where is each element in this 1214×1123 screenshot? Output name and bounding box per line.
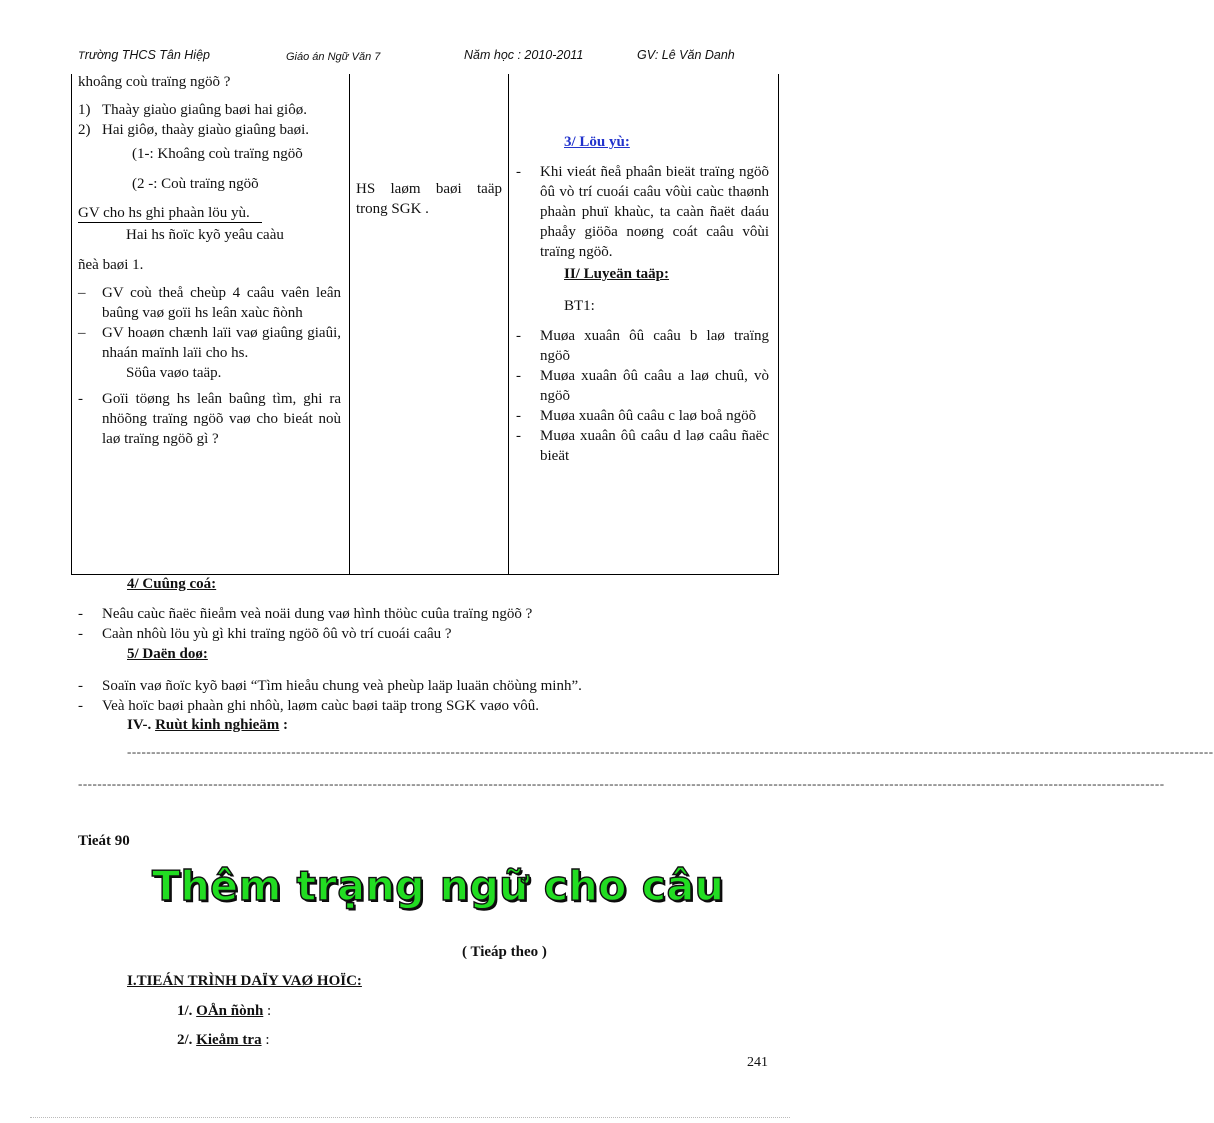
read-line-2: ñeà baøi 1. [78,257,144,273]
marker: - [516,328,521,344]
homework-item [78,676,778,696]
step-check [177,1032,269,1049]
homework-heading: 5/ Daën doø: [127,646,208,662]
marker: – [78,285,86,301]
answer-2 [514,366,769,406]
item-text: Soaïn vaø ñoïc kyõ baøi “Tìm hieåu chung veà pheùp laäp luaän chöùng minh”. [102,678,582,694]
consolidation-heading: 4/ Cuûng coá: [127,576,217,592]
answer-text: Muøa xuaân ôû caâu c laø boå ngöõ [540,408,757,424]
example-text: Hai giôø, thaày giaùo giaûng baøi. [102,122,310,138]
experience-prefix: IV-. [127,717,156,733]
marker: - [78,606,83,622]
note-text [514,162,769,262]
page-number: 241 [747,1055,768,1070]
answer-3 [514,406,769,426]
marker: - [516,368,521,384]
table-divider-1 [349,74,350,574]
lesson-title: Thêm trạng ngữ cho câu [152,862,725,910]
exercise-label: BT1: [564,298,595,314]
dash-line-2: --------------------------------------------------------------------------------------------------------------------------------------------------------------------------------------------------------------------------------- [78,776,1165,791]
content-column [514,132,769,466]
note-body: Khi vieát ñeå phaân bieät traïng ngöõ ôû vò trí cuoái caâu vôùi caùc thaønh phaàn phuï khaùc, ta caàn ñaët daáu phaåy giöõa noøng coát caâu vôùi traïng ngöõ. [540,164,769,260]
experience-suffix: : [279,717,289,733]
experience-heading [127,717,288,734]
note-no-adverbial: (1-: Khoâng coù traïng ngöõ [132,146,303,162]
school-prefix: T [78,50,85,62]
homework-list [78,676,778,716]
note-heading: 3/ Löu yù: [564,134,630,150]
lesson-subtitle: ( Tieáp theo ) [462,944,547,960]
marker: - [516,164,521,180]
answer-text: Muøa xuaân ôû caâu d laø caâu ñaëc bieät [540,428,769,464]
footer-rule [30,1117,790,1118]
answer-text: Muøa xuaân ôû caâu a laø chuû, vò ngöõ [540,368,769,404]
teacher-activity-column [78,72,341,449]
answer-text: Muøa xuaân ôû caâu b laø traïng ngöõ [540,328,769,364]
note-with-adverbial: (2 -: Coù traïng ngöõ [132,176,259,192]
step-text: GV hoaøn chænh laïi vaø giaûng giaûi, nhaán maïnh laïi cho hs. [102,325,341,361]
step-text: GV coù theå cheùp 4 caâu vaên leân baûng vaø goïi hs leân xaùc ñònh [102,285,341,321]
answer-4 [514,426,769,466]
marker: - [516,428,521,444]
homework-item [78,696,778,716]
school-year: Năm học : 2010-2011 [464,48,584,62]
example-1 [78,100,341,120]
answer-1 [514,326,769,366]
school-name [78,48,210,62]
table-divider-2 [508,74,509,574]
item-text: Neâu caùc ñaëc ñieåm veà noäi dung vaø hình thöùc cuûa traïng ngöõ ? [102,606,533,622]
student-task: HS laøm baøi taäp trong SGK . [356,181,502,217]
gv-note: GV cho hs ghi phaàn löu yù. [78,204,262,223]
example-2 [78,120,341,140]
practice-heading: II/ Luyeän taäp: [564,266,670,282]
process-heading: I.TIEÁN TRÌNH DAÏY VAØ HOÏC: [127,973,362,989]
teacher-name: GV: Lê Văn Danh [637,48,735,62]
marker: 1) [78,102,91,118]
step-stabilize [177,1003,271,1020]
school-rest: rường THCS Tân Hiệp [84,48,210,62]
marker: 2) [78,122,91,138]
step-title: OÅn ñònh [196,1003,264,1019]
experience-title: Ruùt kinh nghieäm [155,717,280,733]
gv-step-1 [78,283,341,323]
marker: – [78,325,86,341]
student-activity-column [356,179,502,219]
fix-notebook: Söûa vaøo taäp. [126,365,222,381]
gv-step-2 [78,323,341,363]
marker: - [78,678,83,694]
consolidation-item [78,624,778,644]
lesson-plan-label: Giáo án Ngữ Văn 7 [286,51,381,63]
item-text: Veà hoïc baøi phaàn ghi nhôù, laøm caùc baøi taäp trong SGK vaøo vôû. [102,698,539,714]
consolidation-list [78,604,778,644]
read-line-1: Hai hs ñoïc kyõ yeâu caàu [126,227,284,243]
step-suffix: : [263,1003,272,1019]
step-suffix: : [261,1032,270,1048]
marker: - [78,698,83,714]
col1-top-line: khoâng coù traïng ngöõ ? [78,74,231,90]
consolidation-item [78,604,778,624]
gv-step-3 [78,389,341,449]
step-number: 1/. [177,1003,197,1019]
item-text: Caàn nhôù löu yù gì khi traïng ngöõ ôû vò trí cuoái caâu ? [102,626,452,642]
step-text: Goïi töøng hs leân baûng tìm, ghi ra nhöõng traïng ngöõ vaø cho bieát noù laø traïng ngöõ gì ? [102,391,341,447]
marker: - [78,391,83,407]
lesson-number: Tieát 90 [78,833,130,849]
marker: - [516,408,521,424]
step-title: Kieåm tra [196,1032,262,1048]
dash-line-1: --------------------------------------------------------------------------------------------------------------------------------------------------------------------------------------------------------------------------------- [127,744,1214,759]
step-number: 2/. [177,1032,197,1048]
example-text: Thaày giaùo giaûng baøi hai giôø. [102,102,307,118]
marker: - [78,626,83,642]
